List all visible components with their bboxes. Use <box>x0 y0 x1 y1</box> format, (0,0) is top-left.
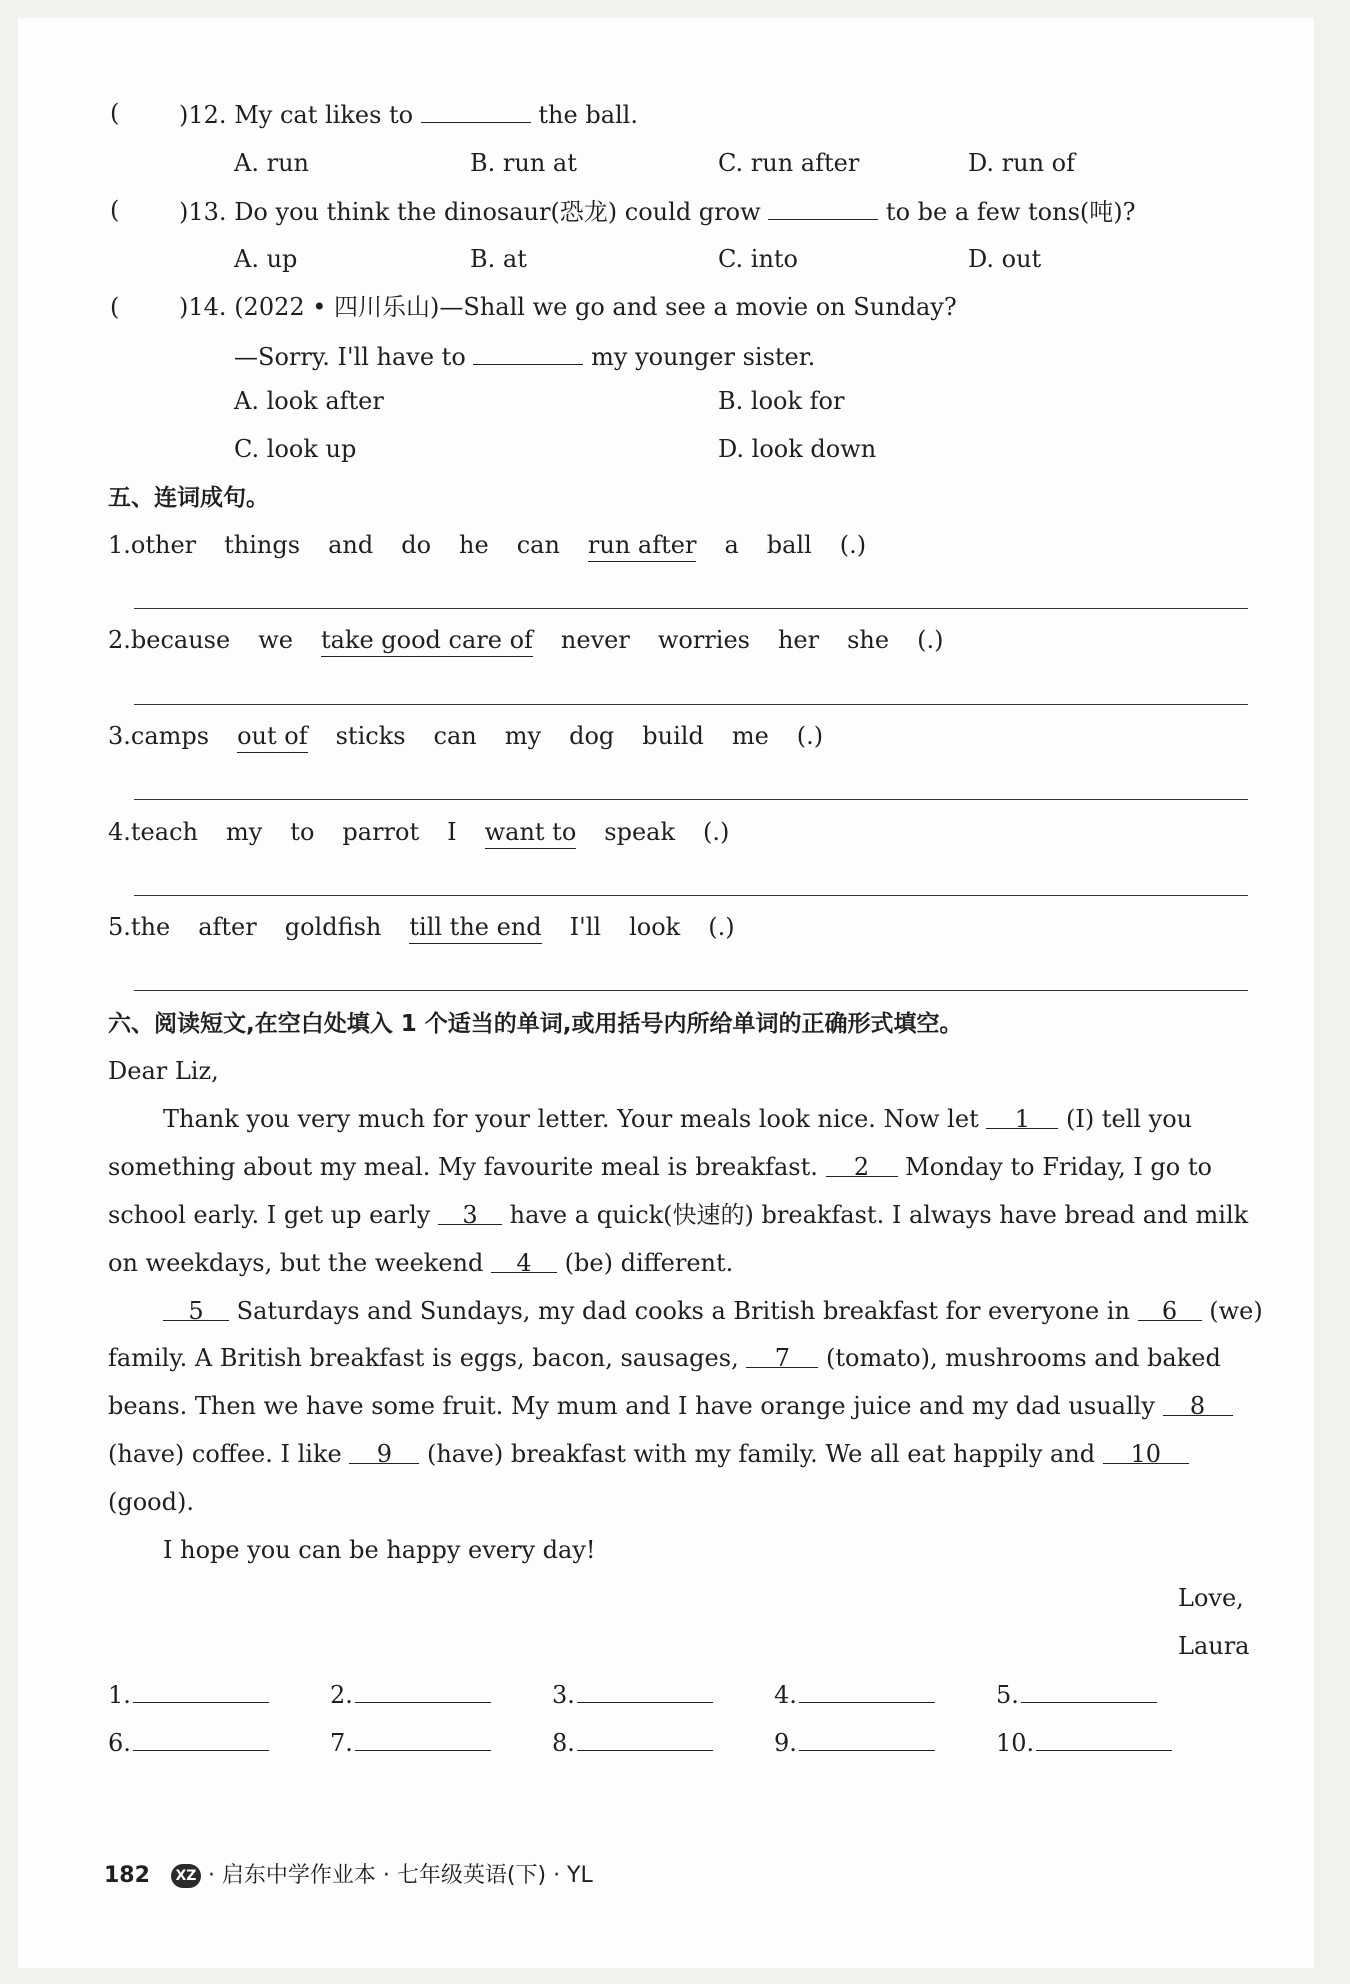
option-d[interactable]: D. run of <box>968 149 1075 177</box>
letter-signature: Laura <box>1178 1632 1250 1660</box>
paren-close: ) <box>179 198 189 226</box>
answer-number: 10. <box>996 1729 1035 1757</box>
question-12 <box>179 98 638 130</box>
word: other <box>130 531 197 559</box>
reorder-item-3 <box>108 721 823 753</box>
blank-2[interactable] <box>826 1152 898 1181</box>
word: and <box>328 531 374 559</box>
blank-4[interactable] <box>491 1248 557 1277</box>
option-d[interactable]: D. out <box>968 245 1042 273</box>
word: to <box>290 818 315 846</box>
item-number: 3. <box>108 722 131 750</box>
word: camps <box>130 722 210 750</box>
answer-paren: ( <box>110 196 120 224</box>
blank-6[interactable] <box>1138 1296 1202 1325</box>
answer-number: 7. <box>330 1729 353 1757</box>
word: after <box>198 913 257 941</box>
blank-number: 4 <box>516 1249 532 1277</box>
letter-closing: Love, <box>1178 1584 1244 1612</box>
word: look <box>629 913 681 941</box>
word: can <box>516 531 560 559</box>
page-footer <box>104 1861 593 1891</box>
blank-number: 9 <box>376 1440 392 1468</box>
option-b[interactable]: B. at <box>470 245 527 273</box>
passage-text: have a quick(快速的) breakfast. I always have bread and milk <box>509 1201 1249 1229</box>
blank-number: 2 <box>853 1153 870 1181</box>
option-c[interactable]: C. look up <box>234 435 357 463</box>
word: do <box>401 531 432 559</box>
underlined-phrase: out of <box>237 721 308 753</box>
word: my <box>504 722 542 750</box>
option-a[interactable]: A. up <box>234 245 298 273</box>
question-14-line2 <box>234 340 815 372</box>
word: worries <box>657 626 750 654</box>
question-text: —Sorry. I'll have to <box>234 343 466 371</box>
word: (.) <box>703 818 730 846</box>
answer-line[interactable] <box>134 799 1248 800</box>
answer-line[interactable] <box>134 704 1248 705</box>
item-number: 1. <box>108 531 131 559</box>
passage-text: school early. I get up early <box>108 1201 431 1229</box>
underlined-phrase: take good care of <box>321 625 533 657</box>
reorder-item-2 <box>108 625 943 657</box>
passage-line <box>108 1439 1189 1469</box>
passage-text: (I) tell you <box>1066 1105 1193 1133</box>
passage-text: (we) <box>1209 1297 1263 1325</box>
blank-number: 8 <box>1189 1392 1206 1420</box>
reorder-item-4 <box>108 817 729 849</box>
word: ball <box>766 531 812 559</box>
passage-text: (have) breakfast with my family. We all eat happily and <box>426 1440 1096 1468</box>
item-number: 5. <box>108 913 131 941</box>
question-text: My cat likes to <box>234 101 414 129</box>
letter-greeting: Dear Liz, <box>108 1057 219 1085</box>
word: speak <box>604 818 676 846</box>
passage-text: beans. Then we have some fruit. My mum and I have orange juice and my dad usually <box>108 1392 1155 1420</box>
answer-paren: ( <box>110 293 120 321</box>
blank-1[interactable] <box>986 1104 1058 1133</box>
passage-line: (good). <box>108 1488 194 1516</box>
answer-line[interactable] <box>134 895 1248 896</box>
word: things <box>224 531 301 559</box>
word: sticks <box>335 722 406 750</box>
option-b[interactable]: B. run at <box>470 149 577 177</box>
blank-8[interactable] <box>1163 1391 1233 1420</box>
blank-number: 6 <box>1161 1297 1178 1325</box>
word: goldfish <box>284 913 382 941</box>
word: because <box>130 626 231 654</box>
word: dog <box>569 722 615 750</box>
passage-text: something about my meal. My favourite meal is breakfast. <box>108 1153 818 1181</box>
passage-text: (have) coffee. I like <box>108 1440 342 1468</box>
answer-number: 6. <box>108 1729 131 1757</box>
answer-slot[interactable] <box>330 1678 491 1710</box>
word: (.) <box>917 626 944 654</box>
word: I'll <box>569 913 602 941</box>
word: the <box>130 913 171 941</box>
question-13 <box>179 195 1136 227</box>
word: I <box>447 818 457 846</box>
answer-slot[interactable] <box>552 1726 713 1758</box>
publisher-logo-icon: XZ <box>171 1864 201 1888</box>
passage-text: (tomato), mushrooms and baked <box>825 1344 1221 1372</box>
answer-number: 1. <box>108 1681 131 1709</box>
blank-number: 5 <box>188 1297 204 1325</box>
option-c[interactable]: C. run after <box>718 149 860 177</box>
passage-text: Thank you very much for your letter. Your meals look nice. Now let <box>163 1105 979 1133</box>
underlined-phrase: till the end <box>409 912 541 944</box>
word: (.) <box>708 913 735 941</box>
answer-number: 2. <box>330 1681 353 1709</box>
blank-number: 10 <box>1130 1440 1162 1468</box>
word: my <box>225 818 263 846</box>
passage-text: on weekdays, but the weekend <box>108 1249 484 1277</box>
option-b[interactable]: B. look for <box>718 387 845 415</box>
item-number: 2. <box>108 626 131 654</box>
passage-line <box>108 1343 1221 1373</box>
answer-slot[interactable] <box>552 1678 713 1710</box>
blank-10[interactable] <box>1103 1439 1189 1468</box>
answer-number: 8. <box>552 1729 575 1757</box>
blank-number: 7 <box>774 1344 790 1372</box>
underlined-phrase: run after <box>588 530 697 562</box>
answer-paren: ( <box>110 99 120 127</box>
word: me <box>731 722 769 750</box>
answer-number: 3. <box>552 1681 575 1709</box>
passage-text: Saturdays and Sundays, my dad cooks a British breakfast for everyone in <box>236 1297 1130 1325</box>
answer-line[interactable] <box>134 608 1248 609</box>
passage-line <box>108 1200 1248 1230</box>
word: never <box>560 626 630 654</box>
reorder-item-5 <box>108 912 735 944</box>
answer-number: 9. <box>774 1729 797 1757</box>
passage-text: (be) different. <box>564 1249 734 1277</box>
word: we <box>258 626 293 654</box>
answer-blank[interactable] <box>473 340 583 365</box>
blank-5[interactable] <box>163 1296 229 1325</box>
page-number: 182 <box>104 1863 150 1888</box>
answer-number: 4. <box>774 1681 797 1709</box>
passage-line <box>163 1104 1192 1134</box>
answer-slot[interactable] <box>108 1678 269 1710</box>
blank-7[interactable] <box>746 1343 818 1372</box>
answer-slot[interactable] <box>996 1678 1157 1710</box>
answer-slot[interactable] <box>996 1726 1172 1758</box>
blank-number: 1 <box>1014 1105 1030 1133</box>
option-c[interactable]: C. into <box>718 245 798 273</box>
answer-slot[interactable] <box>774 1726 935 1758</box>
blank-3[interactable] <box>438 1200 502 1229</box>
option-a[interactable]: A. look after <box>234 387 384 415</box>
answer-line[interactable] <box>134 990 1248 991</box>
underlined-phrase: want to <box>485 817 577 849</box>
question-text-end: the ball. <box>538 101 638 129</box>
passage-text: Monday to Friday, I go to <box>905 1153 1212 1181</box>
passage-line <box>108 1248 733 1278</box>
word: build <box>642 722 704 750</box>
passage-line <box>108 1152 1212 1182</box>
blank-9[interactable] <box>349 1439 419 1468</box>
answer-blank[interactable] <box>421 98 531 123</box>
passage-text: family. A British breakfast is eggs, bacon, sausages, <box>108 1344 739 1372</box>
item-number: 4. <box>108 818 131 846</box>
answer-number: 5. <box>996 1681 1019 1709</box>
word: he <box>459 531 489 559</box>
section-6-title: 六、阅读短文,在空白处填入 1 个适当的单词,或用括号内所给单词的正确形式填空。 <box>108 1011 963 1037</box>
question-text-end: to be a few tons(吨)? <box>885 198 1136 226</box>
word: she <box>847 626 890 654</box>
paren-close: ) <box>179 293 189 321</box>
word: can <box>433 722 477 750</box>
answer-blank[interactable] <box>768 195 878 220</box>
word: (.) <box>839 531 867 559</box>
paren-close: ) <box>179 101 189 129</box>
reorder-item-1 <box>108 530 998 562</box>
question-text: Do you think the dinosaur(恐龙) could grow <box>234 198 761 226</box>
option-d[interactable]: D. look down <box>718 435 877 463</box>
answer-slot[interactable] <box>108 1726 269 1758</box>
question-text: (2022 • 四川乐山)—Shall we go and see a movie on Sunday? <box>234 293 957 321</box>
question-number: 12. <box>188 101 227 129</box>
blank-number: 3 <box>462 1201 478 1229</box>
answer-slot[interactable] <box>774 1678 935 1710</box>
answer-slot[interactable] <box>330 1726 491 1758</box>
passage-line: I hope you can be happy every day! <box>163 1536 596 1564</box>
question-14 <box>179 292 957 322</box>
word: (.) <box>796 722 824 750</box>
passage-line <box>163 1296 1263 1326</box>
word: parrot <box>342 818 420 846</box>
word: a <box>724 531 739 559</box>
option-a[interactable]: A. run <box>234 149 309 177</box>
word: teach <box>130 818 198 846</box>
book-title: · 启东中学作业本 · 七年级英语(下) · YL <box>207 1863 593 1888</box>
question-number: 13. <box>188 198 227 226</box>
passage-line <box>108 1391 1233 1421</box>
question-number: 14. <box>188 293 227 321</box>
section-5-title: 五、连词成句。 <box>108 485 269 511</box>
word: her <box>777 626 820 654</box>
question-text-end: my younger sister. <box>591 343 816 371</box>
